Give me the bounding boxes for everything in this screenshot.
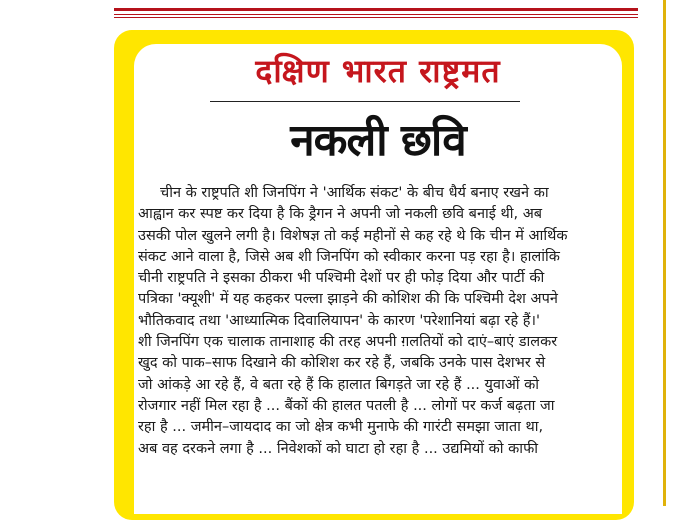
top-rule-thin-2 xyxy=(114,17,638,18)
body-line: उसकी पोल खुलने लगी है। विशेषज्ञ तो कई महीनों से कह रहे थे कि चीन में आर्थिक xyxy=(138,227,568,244)
body-line: चीन के राष्ट्रपति शी जिनपिंग ने 'आर्थिक संकट' के बीच धैर्य बनाए रखने का xyxy=(160,185,549,201)
body-line: अब वह दरकने लगा है ... निवेशकों को घाटा हो रहा है ... उद्यमियों को काफी xyxy=(138,440,538,457)
top-rule-thick xyxy=(114,8,638,11)
body-line: जो आंकड़े आ रहे हैं, वे बता रहे हैं कि हालात बिगड़ते जा रहे हैं ... युवाओं को xyxy=(138,376,540,393)
body-line: चीनी राष्ट्रपति ने इसका ठीकरा भी पश्चिमी देशों पर ही फोड़ दिया और पार्टी की xyxy=(138,270,545,287)
body-line: शी जिनपिंग एक चालाक तानाशाह की तरह अपनी ग़लतियों को दाएं–बाएं डालकर xyxy=(138,334,558,351)
column-divider xyxy=(663,0,666,506)
body-line: रोजगार नहीं मिल रहा है ... बैंकों की हालत पतली है ... लोगों पर कर्ज बढ़ता जा xyxy=(138,397,555,414)
body-line: संकट आने वाला है, जिसे अब शी जिनपिंग को स्वीकार करना पड़ रहा है। हालांकि xyxy=(138,248,560,265)
body-line: खुद को पाक–साफ दिखाने की कोशिश कर रहे हैं, जबकि उनके पास देशभर से xyxy=(138,355,546,372)
top-rule-thin-1 xyxy=(114,14,638,15)
body-line: भौतिकवाद तथा 'आध्यात्मिक दिवालियापन' के कारण 'परेशानियां बढ़ा रहे हैं।' xyxy=(138,312,540,329)
masthead-title: दक्षिण भारत राष्ट्रमत xyxy=(255,52,501,90)
masthead-underline xyxy=(210,101,520,102)
body-line: आह्वान कर स्पष्ट कर दिया है कि ड्रैगन ने अपनी जो नकली छवि बनाई थी, अब xyxy=(138,206,543,223)
body-line: रहा है ... जमीन–जायदाद का जो क्षेत्र कभी मुनाफे की गारंटी समझा जाता था, xyxy=(138,419,544,436)
body-line: पत्रिका 'क्यूशी' में यह कहकर पल्ला झाड़ने की कोशिश की कि पश्चिमी देश अपने xyxy=(138,291,558,308)
article-body xyxy=(138,183,624,460)
article-headline: नकली छवि xyxy=(290,115,466,166)
